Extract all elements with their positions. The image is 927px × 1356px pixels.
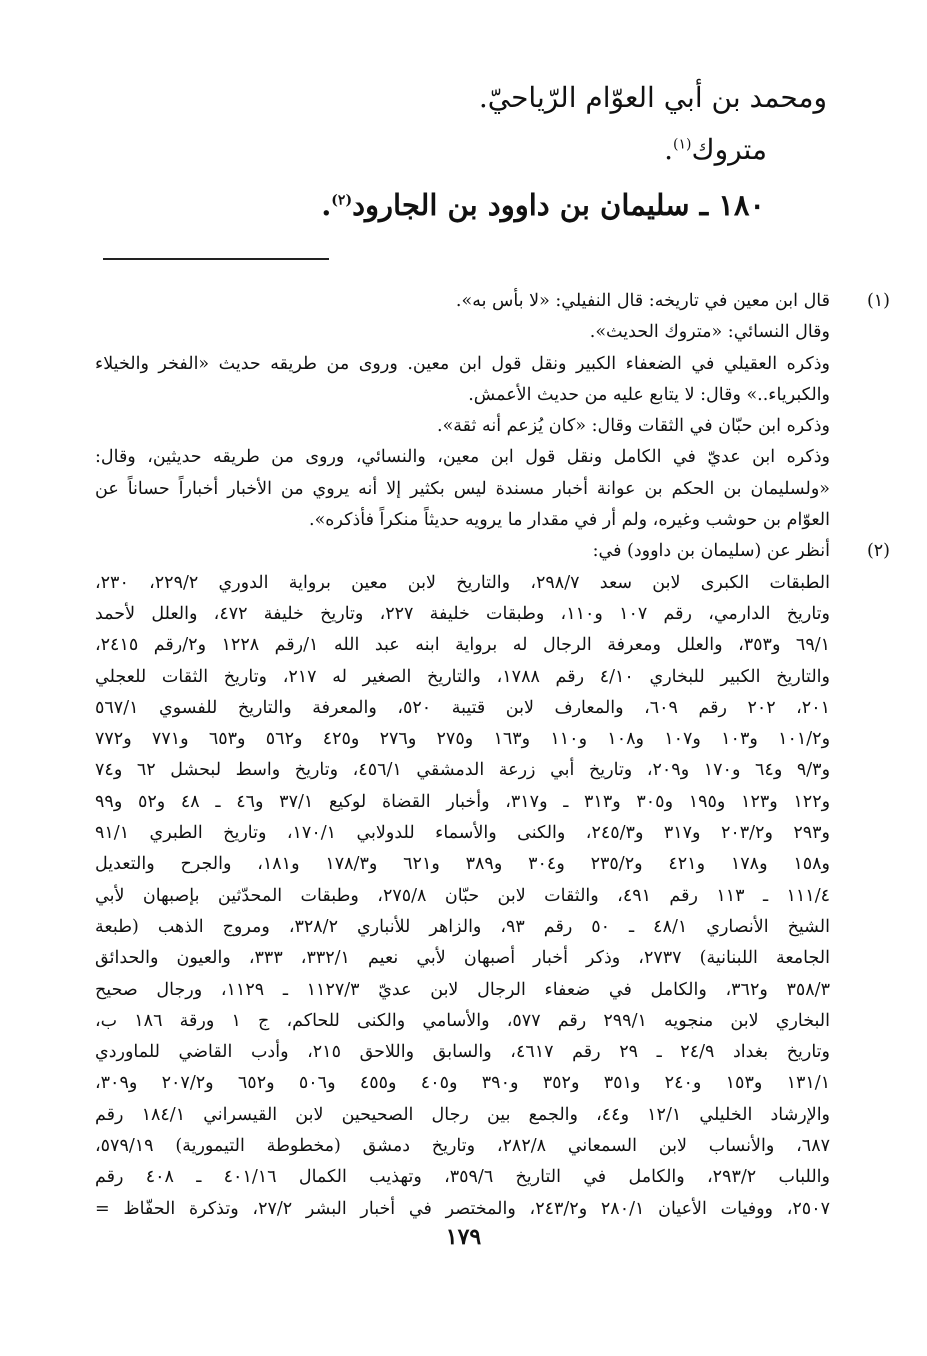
footnote-2-line: ١١١/٤ ـ ١١٣ رقم ٤٩١، والثقات لابن حبّان ٢٧٥/٨، وطبقات المحدّثين بإصبهان لأبي xyxy=(95,885,830,906)
footnote-2-line: ٦٩/١ و٣٥٣، والعلل ومعرفة الرجال له برواية ابنه عبد الله ١/رقم ١٢٢٨ و٢/رقم ٢٤١٥، xyxy=(95,635,830,656)
footnote-2-line: ٢٠١، ٢٠٢ رقم ٦٠٩، والمعارف لابن قتيبة ٥٢٠، والمعرفة والتاريخ للفسوي ٥٦٧/١ xyxy=(95,697,830,718)
footnote-2-line: و٩/٣ و٦٤ و١٧٠ و٢٠٩، وتاريخ أبي زرعة الدمشقي ٤٥٦/١، وتاريخ واسط لبحشل ٦٢ و٧٤ xyxy=(95,760,830,781)
footnote-2-line: و١٢٢ و١٢٣ و١٩٥ و٣٠٥ و٣١٣ ـ و٣١٧، وأخبار القضاة لوكيع ٣٧/١ و٤٦ ـ ٤٨ و٥٢ و٩٩ xyxy=(95,791,830,812)
verdict-line xyxy=(60,132,767,168)
footnote-ref-2: (٢) xyxy=(331,192,353,209)
footnote-2-line: وتاريخ الدارمي، رقم ١٠٧ و١١٠، وطبقات خليفة ٢٢٧، وتاريخ خليفة ٤٧٢، والعلل لأحمد xyxy=(95,603,830,624)
footnote-2-line: والإرشاد الخليلي ١٢/١ و٤٤، والجمع بين رجال الصحيحين لابن القيسراني ١٨٤/١ رقم xyxy=(95,1104,830,1125)
entry-heading xyxy=(60,187,765,223)
footnote-2-text: أنظر عن (سليمان بن داوود) في: xyxy=(592,541,830,562)
narrator-line xyxy=(60,80,827,116)
footnote-1-line xyxy=(95,286,890,317)
footnote-1-line: والكبرياء..» وقال: لا يتابع عليه من حديث الأعمش. xyxy=(468,384,830,405)
footnote-2-line: الشيخ الأنصاري ٤٨/١ ـ ٥٠ رقم ٩٣، والزاهر للأنباري ٣٢٨/٢، ومروج الذهب (طبعة xyxy=(95,916,830,937)
footnote-2-marker: (٢) xyxy=(866,541,890,562)
footnote-2-line: والتاريخ الكبير للبخاري ٤/١٠ رقم ١٧٨٨، والتاريخ الصغير له ٢١٧، وتاريخ الثقات للعجلي xyxy=(95,666,830,687)
footnote-1-line: «ولسليمان بن الحكم بن عوانة أخبار مسندة ليس بكثير إلا أنه يروي من الأخبار أخباراً حساناً عن xyxy=(95,478,830,499)
entry-heading-end: . xyxy=(321,188,332,222)
footnote-separator xyxy=(103,258,329,260)
footnote-2-line: ٣٥٨/٣ و٣٦٢، والكامل في ضعفاء الرجال لابن عديّ ١١٢٧/٣ ـ ١١٢٩، ورجال صحيح xyxy=(95,979,830,1000)
footnote-2-line: و١٠١/٢ و١٠٣ و١٠٧ و١٠٨ و١١٠ و١٦٣ و٢٧٥ و٢٧٦ و٤٢٥ و٥٦٢ و٦٥٣ و٧٧١ و٧٧٢ xyxy=(95,729,830,750)
footnotes xyxy=(95,286,890,1225)
entry-heading-text: ١٨٠ ـ سليمان بن داوود بن الجارود xyxy=(352,188,765,222)
footnote-1-line: وذكره ابن عديّ في الكامل ونقل قول ابن معين، والنسائي، وروى من طريقه حديثين، وقال: xyxy=(95,447,830,468)
footnote-1-marker: (١) xyxy=(866,291,890,311)
verdict-end: . xyxy=(664,133,674,166)
footnote-2-line: ١٣١/١ و١٥٣ و٢٤٠ و٣٥١ و٣٥٢ و٣٩٠ و٤٠٥ و٤٥٥ و٥٠٦ و٦٥٢ و٢٠٧/٢ و٣٠٩، xyxy=(95,1073,830,1094)
footnote-2-line: و١٥٨ و١٧٨ و٤٢١ و٢٣٥/٢ و٣٠٤ و٣٨٩ و٦٢١ و١٧٨/٣ و١٨١، والجرح والتعديل xyxy=(95,854,830,875)
verdict-text: متروك xyxy=(691,133,767,166)
footnote-1-line: وذكره العقيلي في الضعفاء الكبير ونقل قول ابن معين. وروى من طريقه حديث «الفخر والخيلاء xyxy=(95,353,830,374)
footnote-2-line: الجامعة اللبنانية) ٢٧٣٧، وذكر أخبار أصبهان لأبي نعيم ٣٣٢/١، ٣٣٣، والعيون والحدائق xyxy=(95,948,830,969)
footnote-ref-1: (١) xyxy=(673,136,692,153)
footnote-2-line: ٢٥٠٧، ووفيات الأعيان ٢٨٠/١ و٢٤٣/٢، والمختصر في أخبار البشر ٢٧/٢، وتذكرة الحفّاظ = xyxy=(95,1198,830,1219)
footnote-1-line: وقال النسائي: «متروك الحديث». xyxy=(589,322,830,343)
footnote-2-line: واللباب ٢٩٣/٢، والكامل في التاريخ ٣٥٩/٦، وتهذيب الكمال ٤٠١/١٦ ـ ٤٠٨ رقم xyxy=(95,1167,830,1188)
footnote-1-text: قال ابن معين في تاريخه: قال النفيلي: «لا بأس به». xyxy=(455,291,830,311)
footnote-2-line: الطبقات الكبرى لابن سعد ٢٩٨/٧، والتاريخ لابن معين برواية الدوري ٢٢٩/٢، ٢٣٠، xyxy=(95,572,830,593)
page-number: ١٧٩ xyxy=(445,1224,482,1250)
footnote-2-line: ٦٨٧، والأنساب لابن السمعاني ٢٨٢/٨، وتاريخ دمشق (مخطوطة التيمورية) ٥٧٩/١٩، xyxy=(95,1136,830,1157)
footnote-2-line: و٢٩٣ و٢٠٣/٢ و٣١٧ و٢٤٥/٣، والكنى والأسماء للدولابي ١٧٠/١، وتاريخ الطبري ٩١/١ xyxy=(95,823,830,844)
narrator-name: ومحمد بن أبي العوّام الرّياحيّ. xyxy=(478,81,827,114)
footnote-2-line: وتاريخ بغداد ٢٤/٩ ـ ٢٩ رقم ٤٦١٧، والسابق واللاحق ٢١٥، وأدب القاضي للماوردي xyxy=(95,1042,830,1063)
footnote-1-line: العوّام بن حوشب وغيره، ولم أر في مقدار ما يرويه حديثاً منكراً فأذكره». xyxy=(309,510,830,531)
footnote-2-line: البخاري لابن منجويه ٢٩٩/١ رقم ٥٧٧، والأسامي والكنى للحاكم، ج ١ ورقة ١٨٦ ب، xyxy=(95,1010,830,1031)
footnote-1-line: وذكره ابن حبّان في الثقات وقال: «كان يُزعم أنه ثقة». xyxy=(437,416,830,437)
footnote-2-line xyxy=(95,536,890,567)
